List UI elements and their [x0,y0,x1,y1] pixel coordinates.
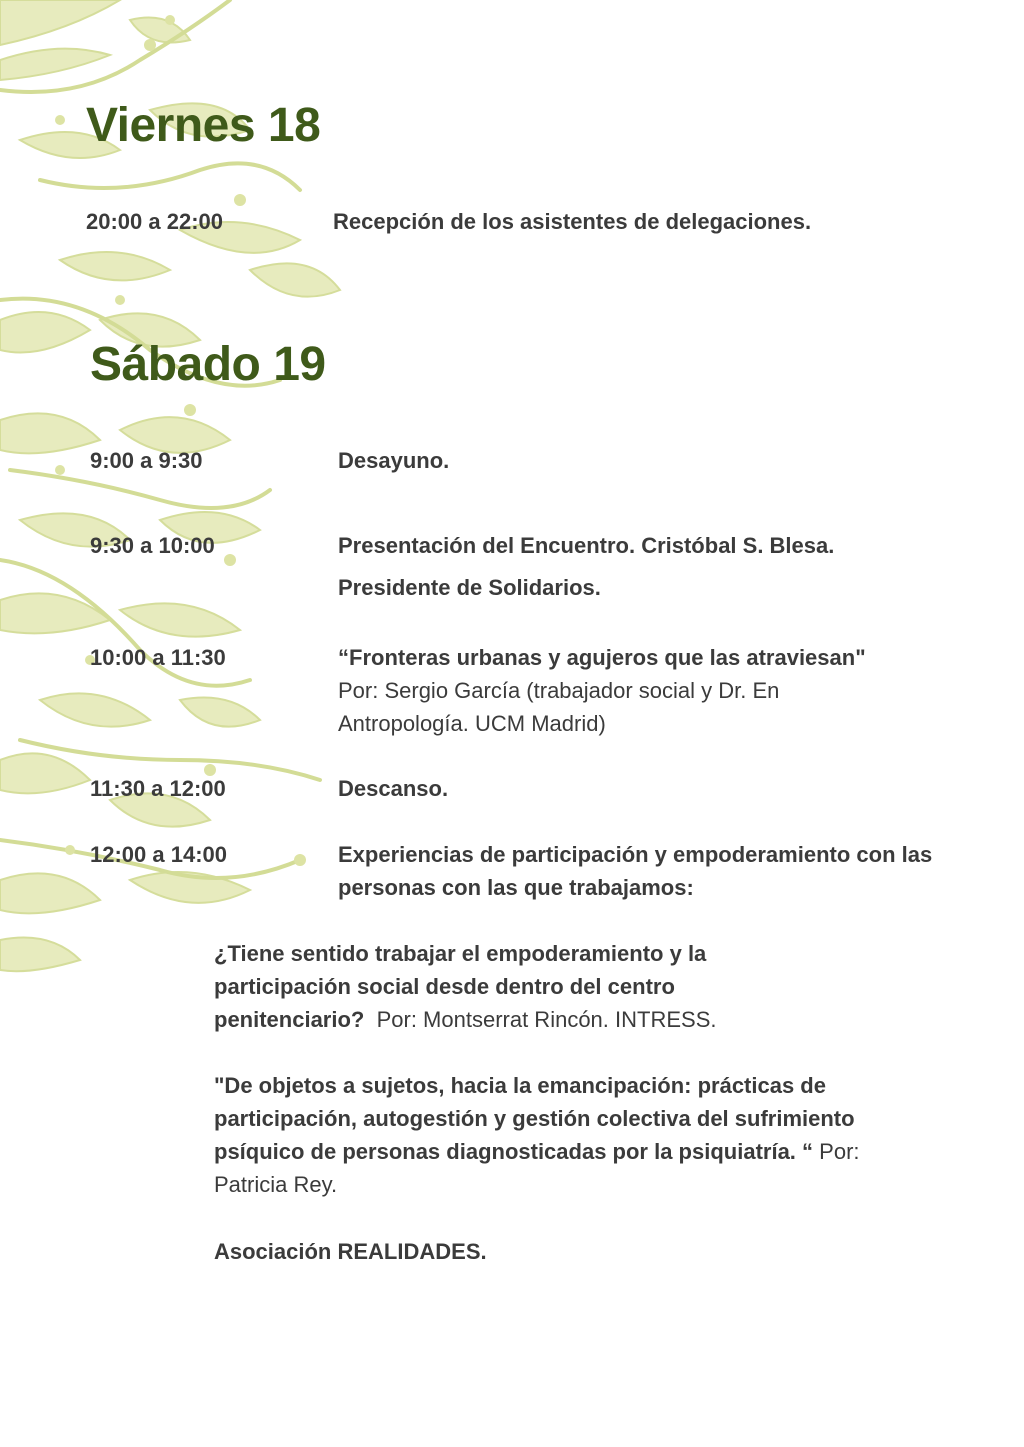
organization-name: Asociación REALIDADES. [214,1239,487,1264]
day-title-sabado: Sábado 19 [90,338,326,391]
talk-speaker: Por: Sergio García (trabajador social y Dr. En Antropología. UCM Madrid) [338,678,780,736]
talk-speaker: Por: Montserrat Rincón. INTRESS. [376,1007,717,1032]
talk-title: “Fronteras urbanas y agujeros que las atraviesan" [338,645,866,670]
schedule-description: Experiencias de participación y empoderamiento con las personas con las que trabajamos: [338,842,933,900]
schedule-time: 9:30 a 10:00 [90,533,215,558]
schedule-description: Desayuno. [338,448,450,473]
schedule-description-continued: Presidente de Solidarios. [338,575,601,600]
schedule-time: 11:30 a 12:00 [90,776,226,801]
day-title-viernes: Viernes 18 [86,99,321,152]
talk-entry [214,1069,919,1201]
talk-speaker: Por: Patricia Rey. [214,1139,860,1197]
talk-title: ¿Tiene sentido trabajar el empoderamiento y la participación social desde dentro del centro penitenciario? [214,941,707,1032]
schedule-time: 9:00 a 9:30 [90,448,203,473]
talk-title: "De objetos a sujetos, hacia la emancipación: prácticas de participación, autogestión y gestión colectiva del sufrimiento psíquico de personas diagnosticadas por la psiquiatría. “ [214,1073,855,1164]
schedule-time: 12:00 a 14:00 [90,842,227,867]
talk-entry [214,937,774,1036]
schedule-description: Presentación del Encuentro. Cristóbal S. Blesa. [338,533,835,558]
schedule-time: 20:00 a 22:00 [86,209,223,234]
schedule-time: 10:00 a 11:30 [90,645,226,670]
schedule-description: Recepción de los asistentes de delegaciones. [333,209,812,234]
schedule-description: Descanso. [338,776,449,801]
